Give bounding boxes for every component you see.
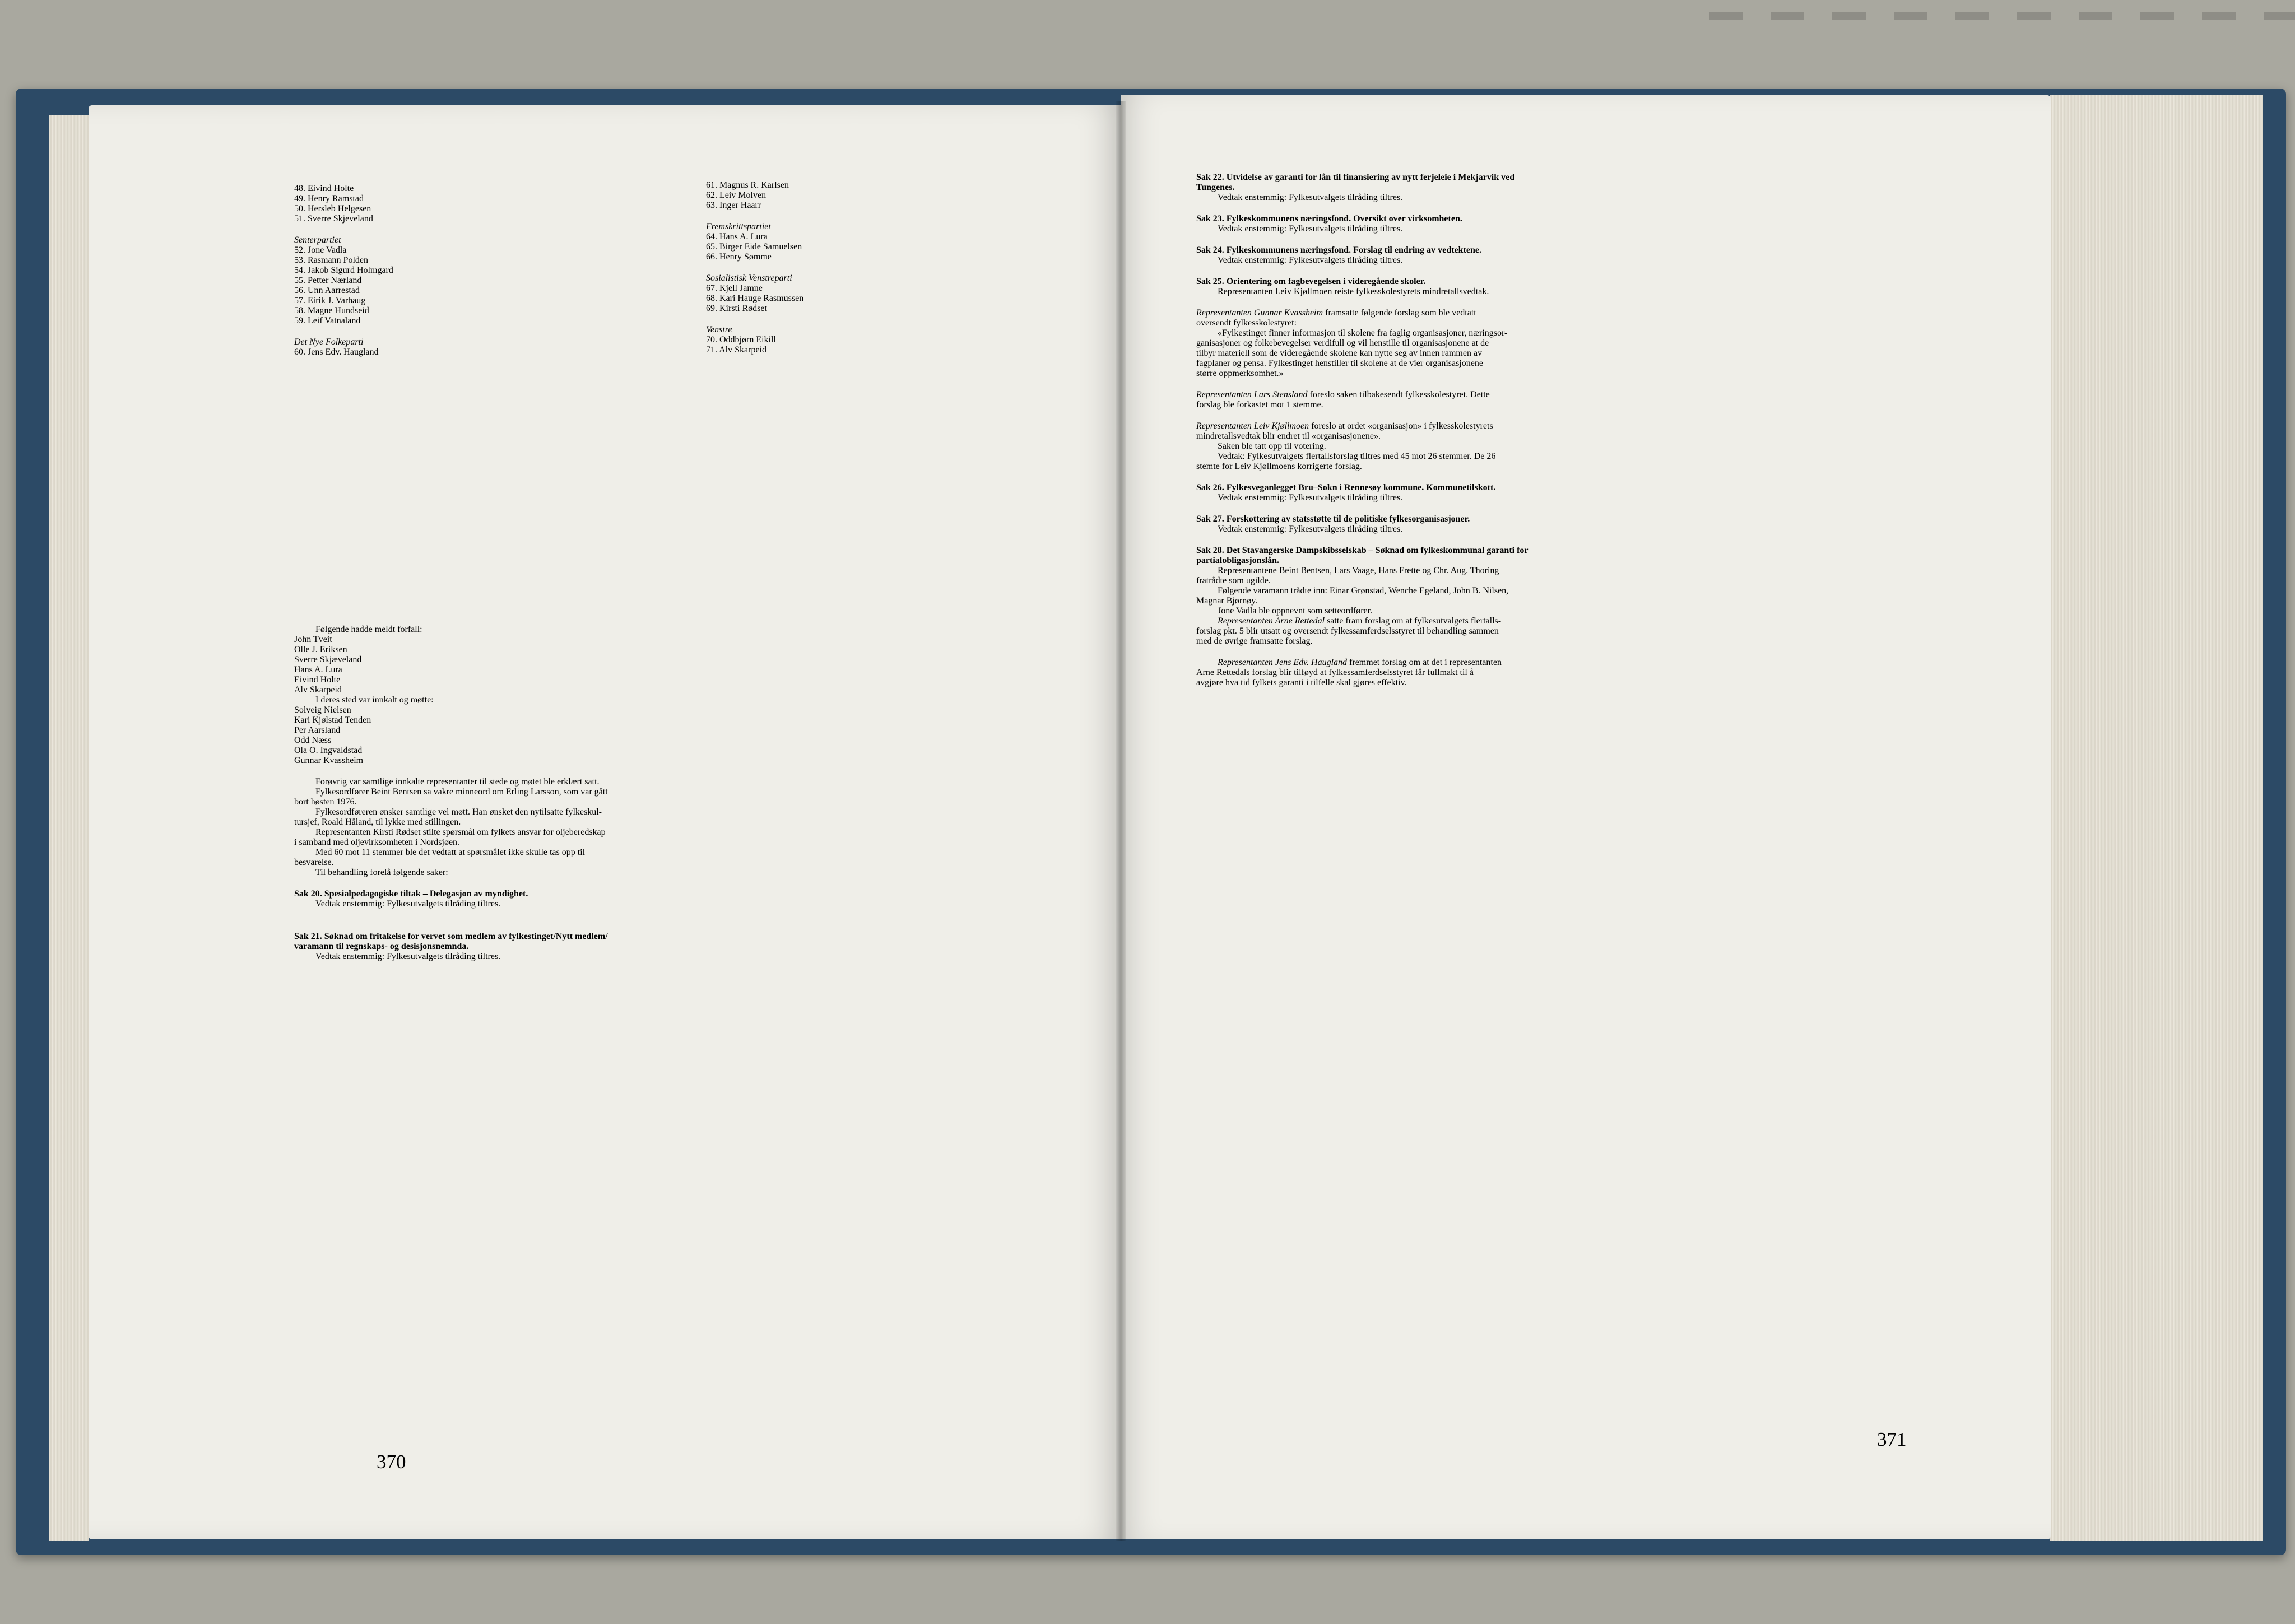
party-heading-sv: Sosialistisk Venstreparti [706, 273, 792, 283]
list-item: 69. Kirsti Rødset [706, 304, 767, 313]
text-line: forslag pkt. 5 blir utsatt og oversendt fylkessamferdselsstyret til behandling sammen [1196, 626, 1499, 636]
rettedal-line [1196, 616, 1529, 626]
sak27-title: Sak 27. Forskottering av statsstøtte til de politiske fylkesorganisasjoner. [1196, 514, 1470, 524]
kjollmoen-line [1196, 421, 1529, 431]
list-item: 53. Rasmann Polden [294, 255, 368, 265]
list-item: Sverre Skjæveland [294, 655, 362, 664]
haugland-rest: fremmet forslag om at det i representanten [1347, 658, 1502, 667]
page-number-left: 370 [377, 1451, 406, 1473]
text-line: bort høsten 1976. [294, 797, 357, 807]
list-item: Eivind Holte [294, 675, 341, 685]
text-line: Fylkesordfører Beint Bentsen sa vakre minneord om Erling Larsson, som var gått [315, 787, 608, 797]
sak20-vedtak: Vedtak enstemmig: Fylkesutvalgets tilråding tiltres. [315, 899, 501, 909]
list-item: 66. Henry Sømme [706, 252, 772, 262]
sak22-title-line2: Tungenes. [1196, 183, 1235, 192]
party-heading-fremskrittspartiet: Fremskrittspartiet [706, 222, 771, 231]
list-item: 54. Jakob Sigurd Holmgard [294, 266, 393, 275]
sak28-lines [1196, 566, 1529, 616]
sak26-vedtak: Vedtak enstemmig: Fylkesutvalgets tilråding tiltres. [1218, 493, 1403, 502]
text-line: Representantene Beint Bentsen, Lars Vaage, Hans Frette og Chr. Aug. Thoring [1218, 566, 1499, 575]
sak22-vedtak: Vedtak enstemmig: Fylkesutvalgets tilråding tiltres. [1218, 193, 1403, 202]
list-item: 65. Birger Eide Samuelsen [706, 242, 802, 252]
kvassheim-proposal [1196, 318, 1529, 379]
right-column-members [706, 180, 803, 355]
list-item: 70. Oddbjørn Eikill [706, 335, 776, 345]
meeting-notes [294, 777, 608, 878]
stensland-line2: forslag ble forkastet mot 1 stemme. [1196, 400, 1323, 410]
list-item: 57. Eirik J. Varhaug [294, 296, 366, 305]
text-line: stemte for Leiv Kjøllmoens korrigerte forslag. [1196, 462, 1362, 471]
scanner-edge-strip [1709, 12, 2295, 20]
text-line: tursjef, Roald Håland, til lykke med stillingen. [294, 817, 461, 827]
list-item: 55. Petter Nærland [294, 276, 362, 285]
stensland-rest: foreslo saken tilbakesendt fylkesskolestyret. Dette [1307, 390, 1490, 399]
text-line: Følgende varamann trådte inn: Einar Grønstad, Wenche Egeland, John B. Nilsen, [1218, 586, 1509, 595]
page-number-right: 371 [1877, 1428, 1907, 1450]
book-gutter [1116, 101, 1126, 1541]
list-item: 63. Inger Haarr [706, 201, 761, 210]
sak27-vedtak: Vedtak enstemmig: Fylkesutvalgets tilråding tiltres. [1218, 524, 1403, 534]
list-item: 67. Kjell Jamne [706, 283, 763, 293]
list-item: 64. Hans A. Lura [706, 232, 768, 241]
text-line: «Fylkestinget finner informasjon til skolene fra faglig organisasjoner, næringsor- [1218, 328, 1508, 338]
text-line: Jone Vadla ble oppnevnt som setteordfører. [1218, 606, 1373, 616]
kjollmoen-name: Representanten Leiv Kjøllmoen [1196, 421, 1309, 431]
text-line: Forøvrig var samtlige innkalte representanter til stede og møtet ble erklært satt. [315, 777, 600, 787]
left-column-members [294, 184, 393, 357]
rettedal-lines [1196, 626, 1529, 646]
forfall-intro: Følgende hadde meldt forfall: [315, 625, 422, 634]
list-item: Solveig Nielsen [294, 705, 351, 715]
right-page-body [1196, 173, 1529, 688]
list-item: 58. Magne Hundseid [294, 306, 369, 315]
kvassheim-line [1196, 308, 1529, 318]
list-item: 62. Leiv Molven [706, 190, 766, 200]
list-item: Odd Næss [294, 736, 332, 745]
member-list-b [706, 180, 803, 211]
sak23-title: Sak 23. Fylkeskommunens næringsfond. Oversikt over virksomheten. [1196, 214, 1462, 224]
text-line: Fylkesordføreren ønsker samtlige vel møtt. Han ønsket den nytilsatte fylkeskul- [315, 807, 602, 817]
text-line: større oppmerksomhet.» [1196, 369, 1284, 378]
left-page-edges [49, 115, 89, 1541]
list-item: 59. Leif Vatnaland [294, 316, 361, 325]
list-item: 56. Unn Aarrestad [294, 286, 360, 295]
member-list-fremskrittspartiet [706, 232, 803, 262]
kjollmoen-lines [1196, 431, 1529, 472]
list-item: John Tveit [294, 635, 332, 644]
rettedal-rest: satte fram forslag om at fylkesutvalgets flertalls- [1325, 616, 1502, 626]
haugland-name: Representanten Jens Edv. Haugland [1218, 658, 1348, 667]
list-item: 61. Magnus R. Karlsen [706, 180, 789, 190]
text-line: oversendt fylkesskolestyret: [1196, 318, 1297, 328]
stensland-line [1196, 390, 1529, 400]
sak26-title: Sak 26. Fylkesveganlegget Bru–Sokn i Rennesøy kommune. Kommunetilskott. [1196, 483, 1496, 492]
text-line: mindretallsvedtak blir endret til «organisasjonene». [1196, 431, 1381, 441]
list-item: 52. Jone Vadla [294, 245, 347, 255]
text-line: besvarelse. [294, 858, 334, 867]
sak28-title-line1: Sak 28. Det Stavangerske Dampskibsselskab – Søknad om fylkeskommunal garanti for [1196, 546, 1529, 555]
text-line: tilbyr materiell som de videregående skolene kan nytte seg av innen rammen av [1196, 348, 1483, 358]
list-item: 48. Eivind Holte [294, 184, 354, 193]
sak23-vedtak: Vedtak enstemmig: Fylkesutvalgets tilråding tiltres. [1218, 224, 1403, 234]
party-heading-venstre: Venstre [706, 325, 732, 334]
sak28-title-line2: partialobligasjonslån. [1196, 556, 1280, 565]
sak24-title: Sak 24. Fylkeskommunens næringsfond. Forslag til endring av vedtektene. [1196, 245, 1481, 255]
sak22-title-line1: Sak 22. Utvidelse av garanti for lån til finansiering av nytt ferjeleie i Mekjarvik ved [1196, 173, 1515, 182]
text-line: Med 60 mot 11 stemmer ble det vedtatt at spørsmålet ikke skulle tas opp til [315, 848, 586, 857]
sak21-vedtak: Vedtak enstemmig: Fylkesutvalgets tilråding tiltres. [315, 952, 501, 961]
right-page-edges [2050, 95, 2263, 1541]
forfall-list [294, 635, 608, 695]
party-heading-nye-folkeparti: Det Nye Folkeparti [294, 337, 364, 347]
list-item: 68. Kari Hauge Rasmussen [706, 294, 804, 303]
list-item: Gunnar Kvassheim [294, 756, 364, 765]
list-item: 49. Henry Ramstad [294, 194, 364, 203]
list-item: Olle J. Eriksen [294, 645, 347, 654]
list-item: Ola O. Ingvaldstad [294, 746, 363, 755]
sak24-vedtak: Vedtak enstemmig: Fylkesutvalgets tilråding tiltres. [1218, 255, 1403, 265]
text-line: Vedtak: Fylkesutvalgets flertallsforslag tiltres med 45 mot 26 stemmer. De 26 [1218, 452, 1496, 461]
kjollmoen-rest: foreslo at ordet «organisasjon» i fylkesskolestyrets [1309, 421, 1493, 431]
list-item: 50. Hersleb Helgesen [294, 204, 371, 213]
kvassheim-rest: framsatte følgende forslag som ble vedtatt [1323, 308, 1476, 318]
list-item: 71. Alv Skarpeid [706, 345, 766, 355]
text-line: fratrådte som ugilde. [1196, 576, 1271, 585]
party-heading-senterpartiet: Senterpartiet [294, 235, 341, 245]
member-list-nye-folkeparti [294, 347, 393, 357]
stensland-name: Representanten Lars Stensland [1196, 390, 1308, 399]
list-item: Per Aarsland [294, 725, 341, 735]
text-line: avgjøre hva tid fylkets garanti i tilfelle skal gjøres effektiv. [1196, 678, 1407, 687]
haugland-lines [1196, 668, 1529, 688]
innkalt-intro: I deres sted var innkalt og møtte: [315, 695, 434, 705]
text-line: fagplaner og pensa. Fylkestinget henstiller til skolene at de vier organisasjonene [1196, 359, 1484, 368]
member-list-senterpartiet [294, 245, 393, 326]
list-item: Alv Skarpeid [294, 685, 342, 695]
sak25-title: Sak 25. Orientering om fagbevegelsen i videregående skoler. [1196, 277, 1426, 286]
kvassheim-name: Representanten Gunnar Kvassheim [1196, 308, 1323, 318]
sak25-line1: Representanten Leiv Kjøllmoen reiste fylkesskolestyrets mindretallsvedtak. [1218, 287, 1489, 296]
haugland-line [1196, 658, 1529, 668]
list-item: Hans A. Lura [294, 665, 342, 674]
text-line: Saken ble tatt opp til votering. [1218, 441, 1326, 451]
text-line: Arne Rettedals forslag blir tilføyd at fylkessamferdselsstyret får fullmakt til å [1196, 668, 1474, 677]
text-line: Magnar Bjørnøy. [1196, 596, 1258, 606]
innkalt-list [294, 705, 608, 766]
text-line: med de øvrige framsatte forslag. [1196, 636, 1313, 646]
text-line: Representanten Kirsti Rødset stilte spørsmål om fylkets ansvar for oljeberedskap [315, 827, 606, 837]
list-item: Kari Kjølstad Tenden [294, 715, 371, 725]
text-line: Til behandling forelå følgende saker: [315, 868, 448, 877]
member-list-sv [706, 283, 803, 314]
sak21-title-line1: Sak 21. Søknad om fritakelse for vervet som medlem av fylkestinget/Nytt medlem/ [294, 932, 608, 941]
text-line: i samband med oljevirksomheten i Nordsjøen. [294, 837, 460, 847]
text-line: ganisasjoner og folkebevegelser verdifull og vil henstille til organisasjonene at de [1196, 338, 1489, 348]
list-item: 60. Jens Edv. Haugland [294, 347, 379, 357]
sak21-title-line2: varamann til regnskaps- og desisjonsnemnda. [294, 942, 469, 951]
member-list-venstre [706, 335, 803, 355]
list-item: 51. Sverre Skjeveland [294, 214, 373, 224]
sak20-title: Sak 20. Spesialpedagogiske tiltak – Delegasjon av myndighet. [294, 889, 528, 899]
left-page-body [294, 625, 608, 962]
member-list-a [294, 184, 393, 224]
rettedal-name: Representanten Arne Rettedal [1218, 616, 1325, 626]
